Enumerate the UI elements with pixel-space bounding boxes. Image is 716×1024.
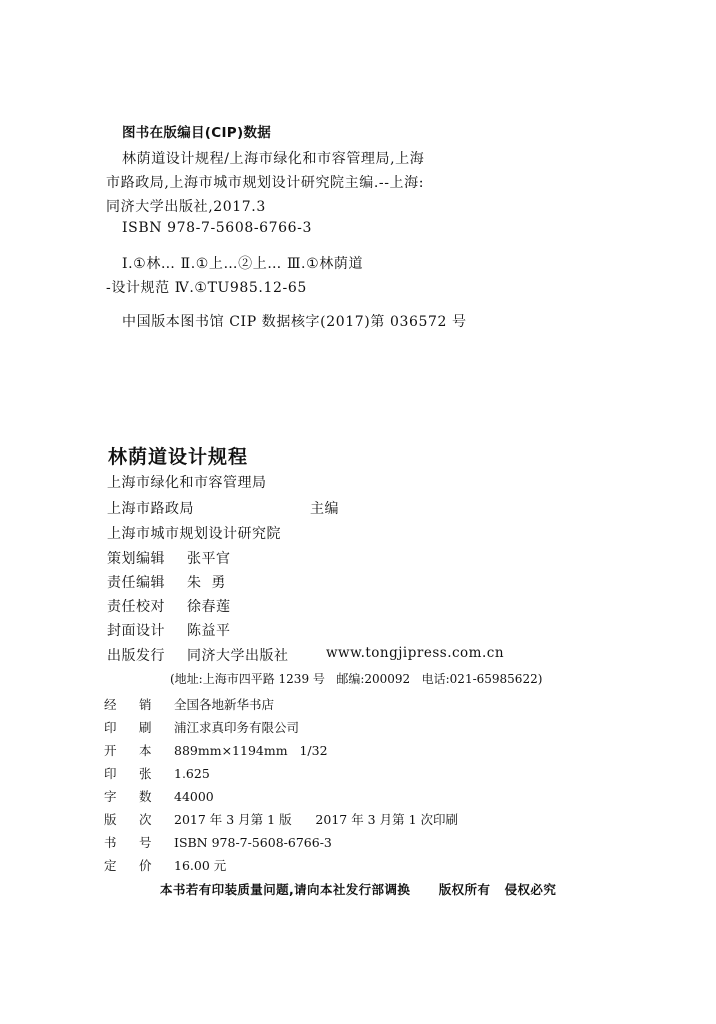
spec-row — [104, 833, 332, 851]
spec-label-a: 印 — [104, 766, 117, 781]
publisher-address: (地址:上海市四平路 1239 号 邮编:200092 电话:021-65985622) — [170, 672, 543, 686]
credit-role: 出版发行 — [107, 648, 165, 664]
credit-row — [107, 548, 231, 568]
spec-row — [104, 718, 299, 736]
spec-label-b: 数 — [139, 789, 152, 804]
cip-line-classification: Ⅰ.①林… Ⅱ.①上…②上… Ⅲ.①林荫道 — [122, 256, 364, 272]
credit-name: 徐春莲 — [187, 599, 231, 615]
spec-value: 889mm×1194mm 1/32 — [174, 743, 328, 758]
spec-value: 全国各地新华书店 — [174, 697, 275, 712]
credit-name: 同济大学出版社 — [187, 648, 289, 664]
spec-label-b: 销 — [139, 697, 152, 712]
spec-value: 44000 — [174, 789, 214, 804]
spec-value: 浦江求真印务有限公司 — [174, 720, 300, 735]
spec-label-a: 版 — [104, 812, 117, 827]
copyright-notice: 本书若有印装质量问题,请向本社发行部调换 版权所有 侵权必究 — [160, 882, 557, 897]
spec-value: 1.625 — [174, 766, 210, 781]
editor-org-2: 上海市路政局 — [107, 501, 194, 517]
credit-role: 策划编辑 — [107, 551, 165, 567]
spec-row — [104, 741, 328, 759]
spec-label-b: 张 — [139, 766, 152, 781]
spec-label-b: 号 — [139, 835, 152, 850]
credit-name: 张平官 — [187, 551, 231, 567]
credit-role: 责任编辑 — [107, 575, 165, 591]
credit-row — [107, 572, 226, 592]
spec-label-a: 定 — [104, 858, 117, 873]
spec-label-b: 次 — [139, 812, 152, 827]
credit-role: 责任校对 — [107, 599, 165, 615]
editor-role: 主编 — [310, 501, 339, 517]
spec-row — [104, 856, 226, 874]
credit-role: 封面设计 — [107, 623, 165, 639]
spec-row — [104, 695, 274, 713]
spec-value: 2017 年 3 月第 1 版 2017 年 3 月第 1 次印刷 — [174, 812, 459, 827]
spec-label-a: 开 — [104, 743, 117, 758]
credit-name: 朱 勇 — [187, 575, 226, 591]
cip-line-2: 市路政局,上海市城市规划设计研究院主编.--上海: — [106, 175, 425, 191]
spec-label-a: 印 — [104, 720, 117, 735]
spec-row — [104, 764, 210, 782]
cip-line-1: 林荫道设计规程/上海市绿化和市容管理局,上海 — [122, 151, 425, 167]
spec-value: 16.00 元 — [174, 858, 227, 873]
spec-label-b: 本 — [139, 743, 152, 758]
spec-row — [104, 810, 458, 828]
cip-line-isbn: ISBN 978-7-5608-6766-3 — [122, 220, 313, 236]
publisher-website: www.tongjipress.com.cn — [326, 645, 505, 661]
credit-row — [107, 620, 231, 640]
spec-label-b: 刷 — [139, 720, 152, 735]
book-title: 林荫道设计规程 — [108, 446, 249, 468]
cip-line-classification-cont: -设计规范 Ⅳ.①TU985.12-65 — [106, 280, 307, 296]
credit-row — [107, 596, 231, 616]
spec-label-a: 书 — [104, 835, 117, 850]
spec-row — [104, 787, 214, 805]
spec-label-a: 字 — [104, 789, 117, 804]
editor-org-3: 上海市城市规划设计研究院 — [107, 526, 281, 542]
cip-line-catalog-number: 中国版本图书馆 CIP 数据核字(2017)第 036572 号 — [122, 314, 467, 330]
credit-row-publisher — [107, 645, 289, 665]
spec-label-b: 价 — [139, 858, 152, 873]
spec-label-a: 经 — [104, 697, 117, 712]
spec-value: ISBN 978-7-5608-6766-3 — [174, 835, 332, 850]
editor-org-1: 上海市绿化和市容管理局 — [107, 475, 267, 491]
cip-heading: 图书在版编目(CIP)数据 — [122, 125, 272, 141]
cip-line-3: 同济大学出版社,2017.3 — [106, 199, 266, 215]
credit-name: 陈益平 — [187, 623, 231, 639]
